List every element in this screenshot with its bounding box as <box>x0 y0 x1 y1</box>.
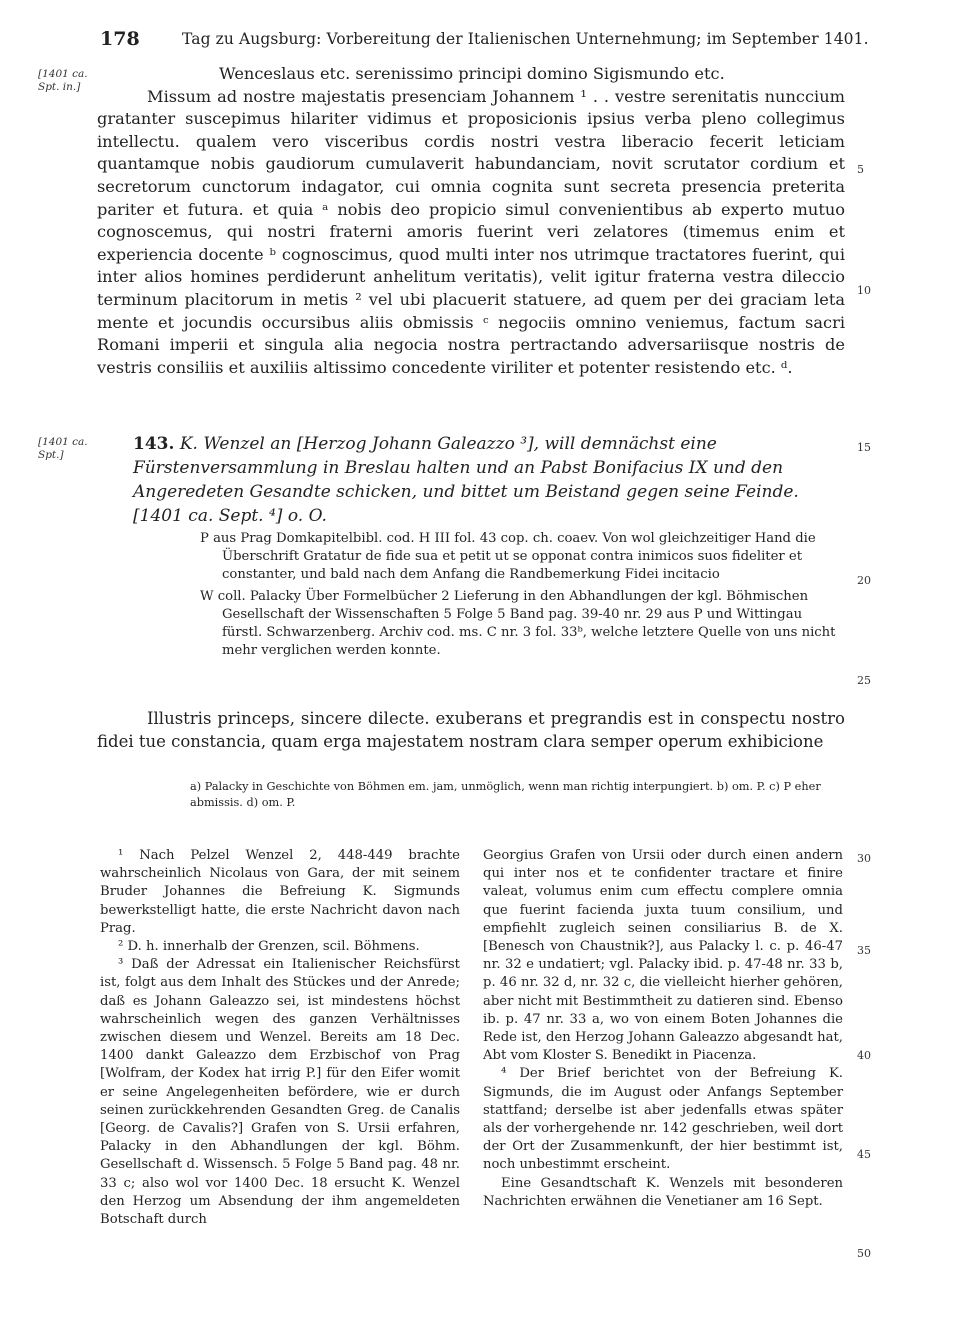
margin-date-142: [1401 ca. Spt. in.] <box>38 68 88 93</box>
salutation: Wenceslaus etc. serenissimo principi domino Sigismundo etc. <box>219 64 725 83</box>
line-number: 50 <box>857 1247 871 1260</box>
line-number: 40 <box>857 1049 871 1062</box>
variant-notes: a) Palacky in Geschichte von Böhmen em. jam, unmöglich, wenn man richtig interpungiert. b) om. P. c) P eher abmissis. d) om. P. <box>190 780 821 809</box>
line-number: 15 <box>857 441 871 454</box>
footnote-3-continued: Georgius Grafen von Ursii oder durch einen andern qui inter nos et te confidenter tractare et finire valeat, volumus enim cum effectu complere omnia que fuerint facienda juxta tuum consilium, und empfiehlt zugleich seinen consiliarius B. de X. [Benesch von Chaustnik?], aus Palacky l. c. p. 46-47 nr. 32 e undatiert; vgl. Palacky ibid. p. 47-48 nr. 33 b, p. 46 nr. 32 d, nr. 32 c, die vielleicht hierher gehören, aber nicht mit Bestimmtheit zu datieren sind. Ebenso ib. p. 47 nr. 33 a, wo von einem Boten Johannes die Rede ist, den Herzog Johann Galeazzo abgesandt hat, Abt vom Kloster S. Benedikt in Piacenza. <box>483 848 843 1064</box>
line-number: 45 <box>857 1148 871 1161</box>
line-number: 30 <box>857 852 871 865</box>
source-entry-w: W coll. Palacky Über Formelbücher 2 Lieferung in den Abhandlungen der kgl. Böhmischen Gesellschaft der Wissenschaften 5 Folge 5 Band pag. 39-40 nr. 29 aus P und Wittingau fürstl. Schwarzenberg. Archiv cod. ms. C nr. 3 fol. 33ᵇ, welche letztere Quelle von uns nicht mehr verglichen werden konnte. <box>200 588 836 659</box>
letter-body-143: Illustris princeps, sincere dilecte. exuberans et pregrandis est in conspectu nostro fidei tue constancia, quam erga majestatem nostram clara semper operum exhibicione <box>97 709 845 751</box>
running-title: Tag zu Augsburg: Vorbereitung der Italienischen Unternehmung; im September 1401. <box>182 30 869 48</box>
document-143-heading <box>133 432 845 528</box>
line-number: 10 <box>857 284 871 297</box>
footnote-4-continued: Eine Gesandtschaft K. Wenzels mit besonderen Nachrichten erwähnen die Venetianer am 16 Sept. <box>483 1175 843 1209</box>
footnote-1: ¹ Nach Pelzel Wenzel 2, 448-449 brachte wahrscheinlich Nicolaus von Gara, der mit seinem Bruder Johannes die Befreiung K. Sigmunds bewerkstelligt hatte, die erste Nachricht davon nach Prag. <box>100 848 460 936</box>
margin-date-143: [1401 ca. Spt.] <box>38 436 88 461</box>
footnote-3: ³ Daß der Adressat ein Italienischer Reichsfürst ist, folgt aus dem Inhalt des Stückes und der Anrede; daß es Johann Galeazzo sei, ist mindestens höchst wahrscheinlich wegen des ganzen Verhältnisses zwischen diesem und Wenzel. Bereits am 18 Dec. 1400 dankt Galeazzo dem Erzbischof von Prag [Wolfram, der Kodex hat irrig P.] für den Eifer womit er seine Angelegenheiten befördere, wie er durch seinen zurückkehrenden Gesandten Greg. de Canalis [Georg. de Cavalis?] Grafen von S. Ursii erfahren, Palacky in den Abhandlungen der kgl. Böhm. Gesellschaft d. Wissensch. 5 Folge 5 Band pag. 48 nr. 33 c; also wol vor 1400 Dec. 18 ersucht K. Wenzel den Herzog um Absendung der ihm angemeldeten Botschaft durch <box>100 957 460 1228</box>
letter-body-142: Missum ad nostre majestatis presenciam Johannem ¹ . . vestre serenitatis nunccium gratanter suscepimus hilariter vidimus et proposicionis ipsius verba pleno collegimus intellectu. qualem vero visceribus cordis nostri vestra liberacio fecerit leticiam quantamque nobis gaudiorum cumulaverit habundanciam, novit scrutator cordium et secretorum cunctorum indagator, cui omnia cognita sunt secreta presencia preterita pariter et futura. et quia ᵃ nobis deo propicio simul convenientibus ab experto mutuo cognoscemus, qui nostri fraterni amoris fuerint veri zelatores (timemus enim et experiencia docente ᵇ cognoscimus, quod multi inter nos utrimque tractatores fuerint, qui inter alios homines perdiderunt anhelitum veritatis), velit igitur fraterna vestra dileccio terminum placitorum in metis ² vel ubi placuerit statuere, ad quem per dei graciam leta mente et jocundis occursibus aliis obmissis ᶜ negociis omnino veniemus, factum sacri Romani imperii et singula alia negocia nostra pertractando adversariisque nostris de vestris consiliis et auxiliis altissimo concedente viriliter et potenter resistendo etc. ᵈ. <box>97 86 845 377</box>
line-number: 25 <box>857 674 871 687</box>
footnotes-left-column <box>100 847 460 1229</box>
line-number: 35 <box>857 944 871 957</box>
document-number: 143. <box>133 434 175 454</box>
footnote-4: ⁴ Der Brief berichtet von der Befreiung K. Sigmunds, die im August oder Anfangs September stattfand; derselbe ist aber jedenfalls etwas später als der vorhergehende nr. 142 geschrieben, weil dort der Ort der Zusammenkunft, der hier bestimmt ist, noch unbestimmt erscheint. <box>483 1066 843 1173</box>
footnotes-right-column <box>483 847 843 1211</box>
document-142-text <box>97 63 845 379</box>
footnote-2: ² D. h. innerhalb der Grenzen, scil. Böhmens. <box>118 939 420 955</box>
line-number: 20 <box>857 574 871 587</box>
source-entry-p: P aus Prag Domkapitelbibl. cod. H III fol. 43 cop. ch. coaev. Von wol gleichzeitiger Hand die Überschrift Gratatur de fide sua et petit ut se opponat contra inimicos suos fideliter et constanter, und bald nach dem Anfang die Randbemerkung Fidei incitacio <box>200 531 816 583</box>
line-number: 5 <box>857 163 864 176</box>
document-143-letter <box>97 708 845 753</box>
document-title: K. Wenzel an [Herzog Johann Galeazzo ³], will demnächst eine Fürstenversammlung in Breslau halten und an Pabst Bonifacius IX und den Angeredeten Gesandte schicken, und bittet um Beistand gegen seine Feinde. [1401 ca. Sept. ⁴] o. O. <box>133 434 799 526</box>
source-apparatus <box>200 530 845 663</box>
page-number: 178 <box>100 28 140 50</box>
